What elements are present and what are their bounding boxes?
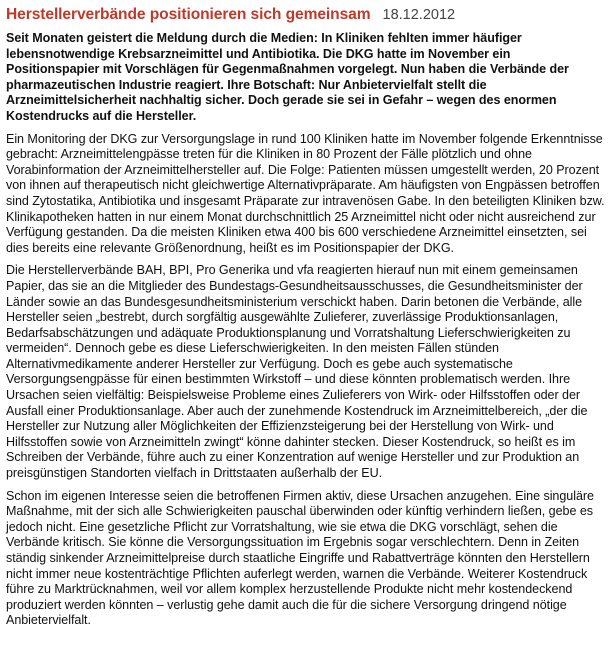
article-paragraph: Die Herstellerverbände BAH, BPI, Pro Generika und vfa reagierten hierauf nun mit einem gemeinsamen Papier, das sie an die Mitglieder des Bundestags-Gesundheitsausschusses, die Gesundheitsminister der Länder sowie an das Bundesgesundheitsministerium verschickt haben. Darin betonen die Verbände, alle Hersteller seien „bestrebt, durch sorgfältig ausgewählte Zulieferer, zuverlässige Produktionsanlagen, Bedarfsabschätzungen und adäquate Produktionsplanung und Vorratshaltung Lieferschwierigkeiten zu vermeiden“. Dennoch gebe es diese Lieferschwierigkeiten. In den meisten Fällen stünden Alternativmedikamente anderer Hersteller zur Verfügung. Doch es gebe auch systematische Versorgungsengpässe für einen bestimmten Wirkstoff – und diese könnten problematisch werden. Ihre Ursachen seien vielfältig: Beispielsweise Probleme eines Zulieferers von Wirk- oder Hilfsstoffen oder der Ausfall einer Produktionsanlage. Aber auch der zunehmende Kostendruck im Arzneimittelbereich, „der die Hersteller zur Nutzung aller Möglichkeiten der Effizienzsteigerung bei der Herstellung von Wirk- und Hilfsstoffen sowie von Arzneimitteln zwingt“ könne dahinter stecken. Dieser Kostendruck, so heißt es im Schreiben der Verbände, führe auch zu einer Konzentration auf wenige Hersteller und zur Produktion an preisgünstigen Standorten vielfach in Drittstaaten außerhalb der EU.: [6, 263, 588, 481]
article-lead: Seit Monaten geistert die Meldung durch die Medien: In Kliniken fehlten immer häufiger lebensnotwendige Krebsarzneimittel und Antibiotika. Die DKG hatte im November ein Positionspapier mit Vorschlägen für Gegenmaßnahmen vorgelegt. Nun haben die Verbände der pharmazeutischen Industrie reagiert. Ihre Botschaft: Nur Anbietervielfalt stellt die Arzneimittelsicherheit nachhaltig sicher. Doch gerade sie sei in Gefahr – wegen des enormen Kostendrucks auf die Hersteller.: [6, 31, 569, 123]
article-header: [6, 6, 606, 24]
article-paragraph: Ein Monitoring der DKG zur Versorgungslage in rund 100 Kliniken hatte im November folgende Erkenntnisse gebracht: Arzneimittelengpässe treten für die Kliniken in 80 Prozent der Fälle plötzlich und ohne Vorabinformation der Arzneimittelhersteller auf. Die Folge: Patienten müssen umgestellt werden, 20 Prozent von ihnen auf therapeutisch nicht gleichwertige Alternativpräparate. Am häufigsten von Engpässen betroffen sind Zytostatika, Antibiotika und insgesamt Präparate zur intravenösen Gabe. In den beteiligten Kliniken bzw. Klinikapotheken hatten in nur einem Monat durchschnittlich 25 Arzneimittel nicht oder nicht ausreichend zur Verfügung gestanden. Da die meisten Kliniken etwa 400 bis 600 verschiedene Arzneimittel einsetzten, sei dies bereits eine relevante Größenordnung, heißt es im Positionspapier der DKG.: [6, 131, 605, 255]
article-body: [6, 132, 606, 629]
article-title: Herstellerverbände positionieren sich gemeinsam: [6, 6, 371, 23]
article-paragraph: Schon im eigenen Interesse seien die betroffenen Firmen aktiv, diese Ursachen anzugehen. Eine singuläre Maßnahme, mit der sich alle Schwierigkeiten pauschal überwinden oder künftig verhindern ließen, gebe es jedoch nicht. Eine gesetzliche Pflicht zur Vorratshaltung, wie sie etwa die DKG vorschlägt, sehen die Verbände kritisch. Sie könne die Versorgungssituation im Ergebnis sogar verschlechtern. Denn in Zeiten ständig sinkender Arzneimittelpreise durch staatliche Eingriffe und Rabattverträge könnten den Herstellern nicht immer neue kostenträchtige Pflichten auferlegt werden, warnen die Verbände. Weiterer Kostendruck führe zu Marktrücknahmen, weil vor allem komplex herzustellende Produkte nicht mehr kostendeckend produziert werden könnten – verlustig gehe damit auch die für die sichere Versorgung dringend nötige Anbietervielfalt.: [6, 488, 594, 628]
article-date: 18.12.2012: [382, 7, 456, 23]
